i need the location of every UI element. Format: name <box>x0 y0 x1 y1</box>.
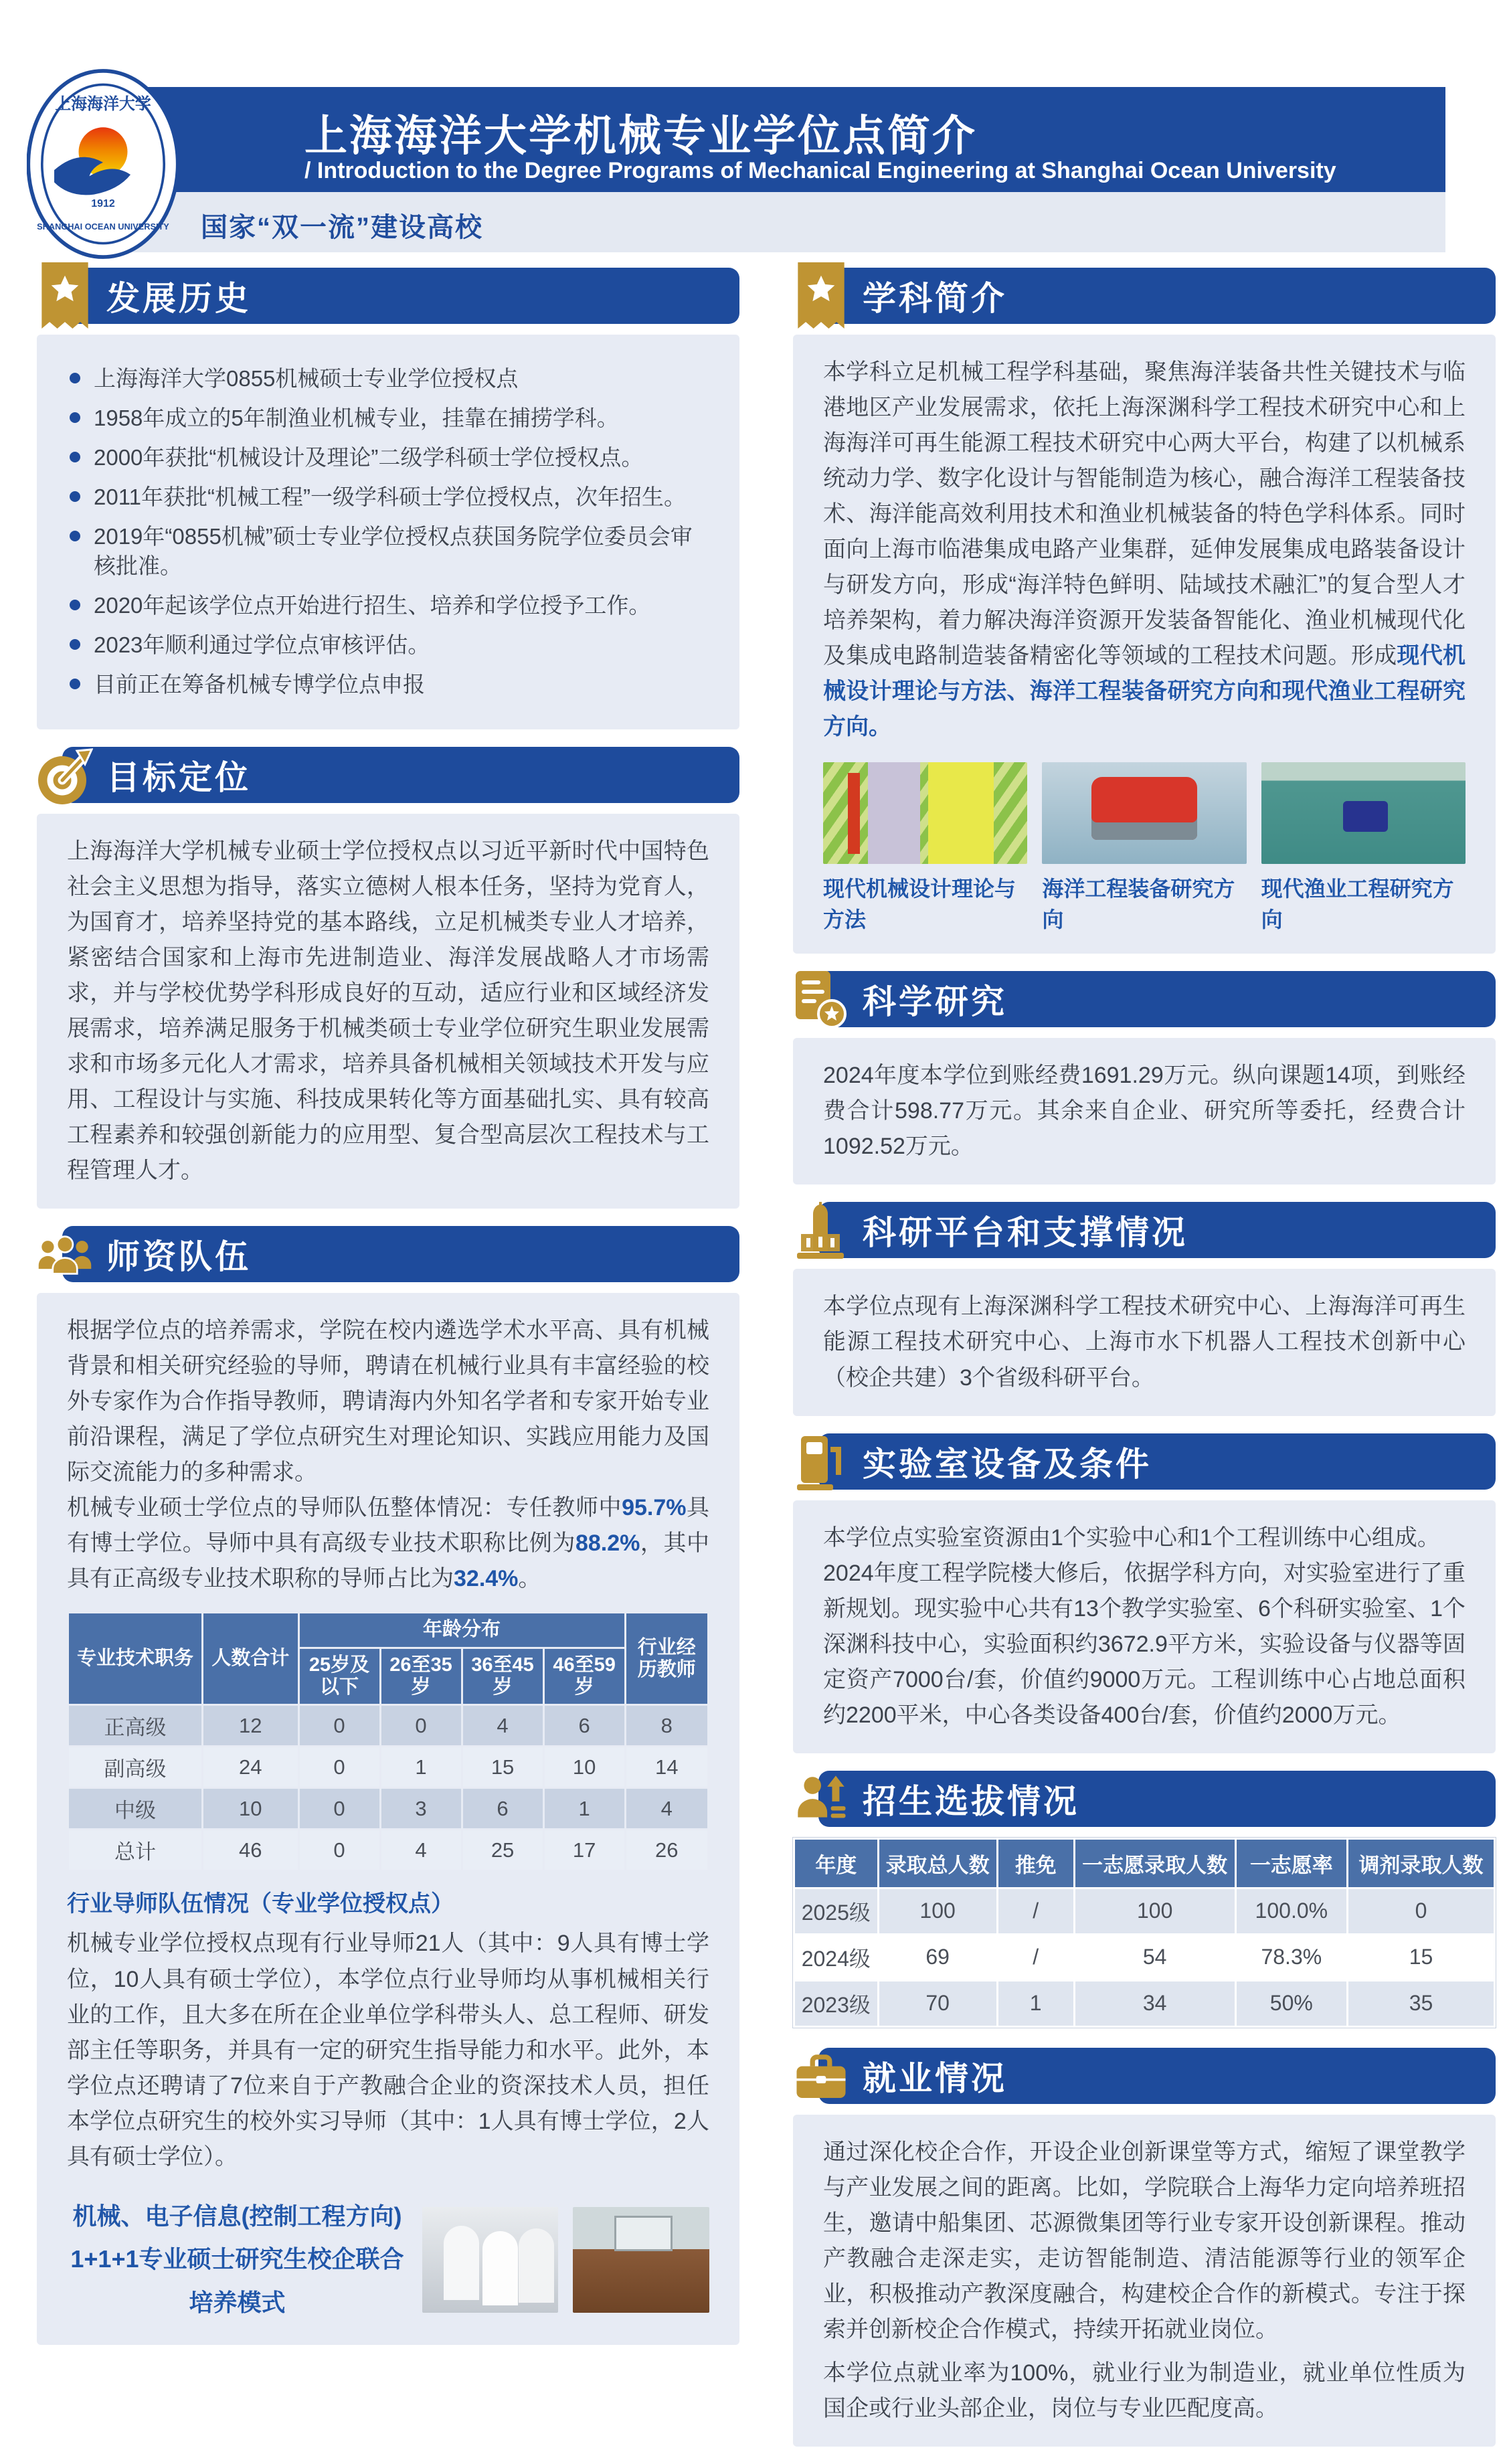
faculty-panel <box>37 1293 739 2345</box>
photo-with-caption <box>1261 762 1466 934</box>
school-enterprise-meeting-photo <box>573 2207 709 2313</box>
col-header-age-group: 年龄分布 <box>298 1613 625 1648</box>
table-row: 副高级 24 0 1 15 10 14 <box>68 1747 709 1788</box>
logo-english-name: SHANGHAI OCEAN UNIVERSITY <box>37 222 169 232</box>
section-header-discipline <box>793 268 1496 324</box>
lab-panel <box>793 1500 1496 1753</box>
briefcase-icon <box>793 2042 849 2112</box>
employment-panel <box>793 2115 1496 2447</box>
faculty-stats-paragraph: 机械专业硕士学位点的导师队伍整体情况：专任教师中95.7%具有博士学位。导师中具有高级专业技术职称比例为88.2%，其中具有正高级专业技术职称的导师占比为32.4%。 <box>67 1495 710 1592</box>
photo-with-caption <box>1042 762 1246 934</box>
senior-title-percentage: 88.2% <box>575 1530 640 1557</box>
list-item: 2020年起该学位点开始进行招生、培养和学位授予工作。 <box>67 591 709 621</box>
platform-panel <box>793 1269 1496 1415</box>
research-direction-photos <box>823 762 1466 934</box>
section-header-employment <box>793 2048 1496 2104</box>
col-header: 行业经历教师 <box>625 1613 708 1705</box>
section-header-goal <box>37 747 739 803</box>
col-header: 录取总人数 <box>878 1838 997 1888</box>
section-title: 招生选拔情况 <box>863 1782 1079 1820</box>
employment-title-bar <box>818 2048 1496 2104</box>
section-title: 科学研究 <box>863 983 1007 1021</box>
col-header: 25岁及以下 <box>298 1648 380 1705</box>
col-header: 年度 <box>794 1838 879 1888</box>
table-row: 2024级 69 / 54 78.3% 15 <box>794 1934 1495 1980</box>
platform-paragraph: 本学位点现有上海深渊科学工程技术研究中心、上海海洋可再生能源工程技术研究中心、上海市水下机器人工程技术创新中心（校企共建）3个省级科研平台。 <box>823 1294 1466 1391</box>
section-title: 科研平台和支撑情况 <box>863 1214 1188 1252</box>
page-subtitle: / Introduction to the Degree Programs of Mechanical Engineering at Shanghai Ocean University <box>304 158 1336 183</box>
col-header: 26至35岁 <box>380 1648 462 1705</box>
list-item: 2019年“0855机械”硕士专业学位授权点获国务院学位委员会审核批准。 <box>67 522 709 582</box>
col-header: 36至45岁 <box>462 1648 543 1705</box>
lab-title-bar <box>818 1433 1496 1490</box>
faculty-age-table <box>67 1611 709 1872</box>
platform-title-bar <box>818 1202 1496 1258</box>
section-title: 师资队伍 <box>106 1238 251 1276</box>
photo-caption: 海洋工程装备研究方向 <box>1042 877 1235 932</box>
lab-line-1: 本学位点实验室资源由1个实验中心和1个工程训练中心组成。 <box>823 1524 1440 1551</box>
section-header-platform <box>793 1202 1496 1258</box>
table-row: 2023级 70 1 34 50% 35 <box>794 1980 1495 2026</box>
col-header: 46至59岁 <box>543 1648 625 1705</box>
university-logo <box>27 69 179 259</box>
table-row: 正高级 12 0 0 4 6 8 <box>68 1705 709 1747</box>
industry-mentor-subheading: 行业导师队伍情况（专业学位授权点） <box>67 1891 454 1917</box>
phd-percentage: 95.7% <box>622 1495 687 1521</box>
col-header: 调剂录取人数 <box>1348 1838 1495 1888</box>
section-title: 发展历史 <box>106 280 251 317</box>
col-header: 专业技术职务 <box>68 1613 203 1705</box>
document-star-icon <box>793 966 849 1035</box>
admissions-table <box>793 1838 1496 2028</box>
training-mode-row <box>67 2195 709 2325</box>
discipline-panel <box>793 335 1496 954</box>
lab-line-2: 2024年度工程学院楼大修后，依据学科方向，对实验室进行了重新规划。现实验中心共有13个教学实验室、6个科研实验室、1个深渊科技中心，实验面积约3672.9平方米，实验设备与仪器等固定资产7000台/套，价值约9000万元。工程训练中心占地总面积约2200平米，中心各类设备400台/套，价值约2000万元。 <box>823 1560 1466 1728</box>
research-title-bar <box>818 971 1496 1027</box>
col-header: 推免 <box>997 1838 1074 1888</box>
ribbon-star-icon <box>793 262 849 332</box>
training-mode-caption <box>67 2195 408 2325</box>
research-paragraph: 2024年度本学位到账经费1691.29万元。纵向课题14项，到账经费合计598.77万元。其余来自企业、研究所等委托，经费合计1092.52万元。 <box>823 1063 1466 1160</box>
fishery-robot-photo <box>1261 762 1466 864</box>
list-item: 2000年获批“机械设计及理论”二级学科硕士学位授权点。 <box>67 443 709 473</box>
mechanical-design-cad-photo <box>823 762 1027 864</box>
photo-caption: 现代机械设计理论与方法 <box>823 877 1016 932</box>
logo-year: 1912 <box>91 197 115 209</box>
right-column <box>793 268 1496 2464</box>
table-row: 总计 46 0 4 25 17 26 <box>68 1830 709 1871</box>
employment-paragraph-2: 本学位点就业率为100%，就业行业为制造业，就业单位性质为国企或行业头部企业，岗位与专业匹配度高。 <box>823 2360 1466 2421</box>
list-item: 2011年获批“机械工程”一级学科硕士学位授权点，次年招生。 <box>67 482 709 513</box>
cleanroom-training-photo <box>422 2207 559 2313</box>
left-column <box>37 268 739 2362</box>
list-item: 目前正在筹备机械专博学位点申报 <box>67 670 709 700</box>
ribbon-star-icon <box>37 262 93 332</box>
caption-line-1: 机械、电子信息(控制工程方向) <box>72 2202 402 2230</box>
col-header: 一志愿率 <box>1235 1838 1348 1888</box>
discipline-title-bar <box>818 268 1496 324</box>
goal-panel <box>37 814 739 1209</box>
faculty-paragraph-2: 机械专业学位授权点现有行业导师21人（其中：9人具有博士学位，10人具有硕士学位），本学位点行业导师均从事机械相关行业的工作，且大多在所在企业单位学科带头人、总工程师、研发部主任等职务，并具有一定的研究生指导能力和水平。此外，本学位点还聘请了7位来自于产教融合企业的资深技术人员，担任本学位点研究生的校外实习导师（其中：1人具有博士学位，2人具有硕士学位）。 <box>67 1931 709 2170</box>
photo-caption: 现代渔业工程研究方向 <box>1261 877 1454 932</box>
section-header-admissions <box>793 1771 1496 1827</box>
double-first-class-badge: 国家“双一流”建设高校 <box>201 213 483 242</box>
goal-paragraph: 上海海洋大学机械专业硕士学位授权点以习近平新时代中国特色社会主义思想为指导，落实立德树人根本任务，坚持为党育人，为国育才，培养坚持党的基本路线，立足机械类专业人才培养，紧密结合国家和上海市先进制造业、海洋发展战略人才市场需求，并与学校优势学科形成良好的互动，适应行业和区域经济发展需求，培养满足服务于机械类硕士专业学位研究生职业发展需求和市场多元化人才需求，培养具备机械相关领域技术开发与应用、工程设计与实施、科技成果转化等方面基础扎实、具有较高工程素养和较强创新能力的应用型、复合型高层次工程技术与工程管理人才。 <box>67 838 709 1184</box>
section-header-faculty <box>37 1226 739 1282</box>
caption-line-2: 1+1+1专业硕士研究生校企联合培养模式 <box>70 2245 404 2317</box>
section-header-lab <box>793 1433 1496 1490</box>
employment-paragraph-1: 通过深化校企合作，开设企业创新课堂等方式，缩短了课堂教学与产业发展之间的距离。比如，学院联合上海华力定向培养班招生，邀请中船集团、芯源微集团等行业专家开设创新课程。推动产教融合走深走实，走访智能制造、清洁能源等行业的领军企业，积极推动产教深度融合，构建校企合作的新模式。专注于探索并创新校企合作模式，持续开拓就业岗位。 <box>823 2139 1466 2342</box>
history-list <box>67 364 709 700</box>
goal-title-bar <box>62 747 739 803</box>
faculty-paragraph-1: 根据学位点的培养需求，学院在校内遴选学术水平高、具有机械背景和相关研究经验的导师，聘请在机械行业具有丰富经验的校外专家作为合作指导教师，聘请海内外知名学者和专家开始专业前沿课程，满足了学位点研究生对理论知识、实践应用能力及国际交流能力的多种需求。 <box>67 1318 709 1486</box>
faculty-title-bar <box>62 1226 739 1282</box>
section-header-research <box>793 971 1496 1027</box>
logo-chinese-name: 上海海洋大学 <box>55 94 151 113</box>
people-group-icon <box>37 1221 93 1290</box>
section-title: 目标定位 <box>106 758 251 796</box>
col-header: 一志愿录取人数 <box>1074 1838 1235 1888</box>
history-title-bar <box>62 268 739 324</box>
section-title: 就业情况 <box>863 2059 1007 2097</box>
list-item: 上海海洋大学0855机械硕士专业学位授权点 <box>67 364 709 394</box>
building-icon <box>793 1197 849 1266</box>
table-row: 中级 10 0 3 6 1 4 <box>68 1788 709 1830</box>
person-up-arrow-icon <box>793 1765 849 1835</box>
col-header: 人数合计 <box>202 1613 298 1705</box>
ocean-submersible-photo <box>1042 762 1246 864</box>
section-title: 实验室设备及条件 <box>863 1445 1152 1483</box>
list-item: 1958年成立的5年制渔业机械专业，挂靠在捕捞学科。 <box>67 404 709 434</box>
section-header-history <box>37 268 739 324</box>
list-item: 2023年顺利通过学位点审核评估。 <box>67 630 709 661</box>
discipline-paragraph: 本学科立足机械工程学科基础，聚焦海洋装备共性关键技术与临港地区产业发展需求，依托上海深渊科学工程技术研究中心和上海海洋可再生能源工程技术研究中心两大平台，构建了以机械系统动力学、数字化设计与智能制造为核心，融合海洋工程装备技术、海洋能高效利用技术和渔业机械装备的特色学科体系。同时面向上海市临港集成电路产业集群，延伸发展集成电路装备设计与研发方向，形成“海洋特色鲜明、陆域技术融汇”的复合型人才培养架构，着力解决海洋资源开发装备智能化、渔业机械现代化及集成电路制造装备精密化等领域的工程技术问题。形成现代机械设计理论与方法、海洋工程装备研究方向和现代渔业工程研究方向。 <box>823 359 1466 740</box>
page-title: 上海海洋大学机械专业学位点简介 <box>304 112 977 160</box>
admissions-title-bar <box>818 1771 1496 1827</box>
section-title: 学科简介 <box>863 280 1007 317</box>
table-row: 2025级 100 / 100 100.0% 0 <box>794 1888 1495 1934</box>
lab-equipment-icon <box>793 1428 849 1498</box>
research-directions-highlight: 现代机械设计理论与方法、海洋工程装备研究方向和现代渔业工程研究方向。 <box>823 643 1466 740</box>
photo-with-caption <box>823 762 1027 934</box>
history-panel <box>37 335 739 729</box>
full-senior-percentage: 32.4% <box>454 1566 519 1592</box>
target-dart-icon <box>37 741 93 811</box>
research-panel <box>793 1038 1496 1184</box>
